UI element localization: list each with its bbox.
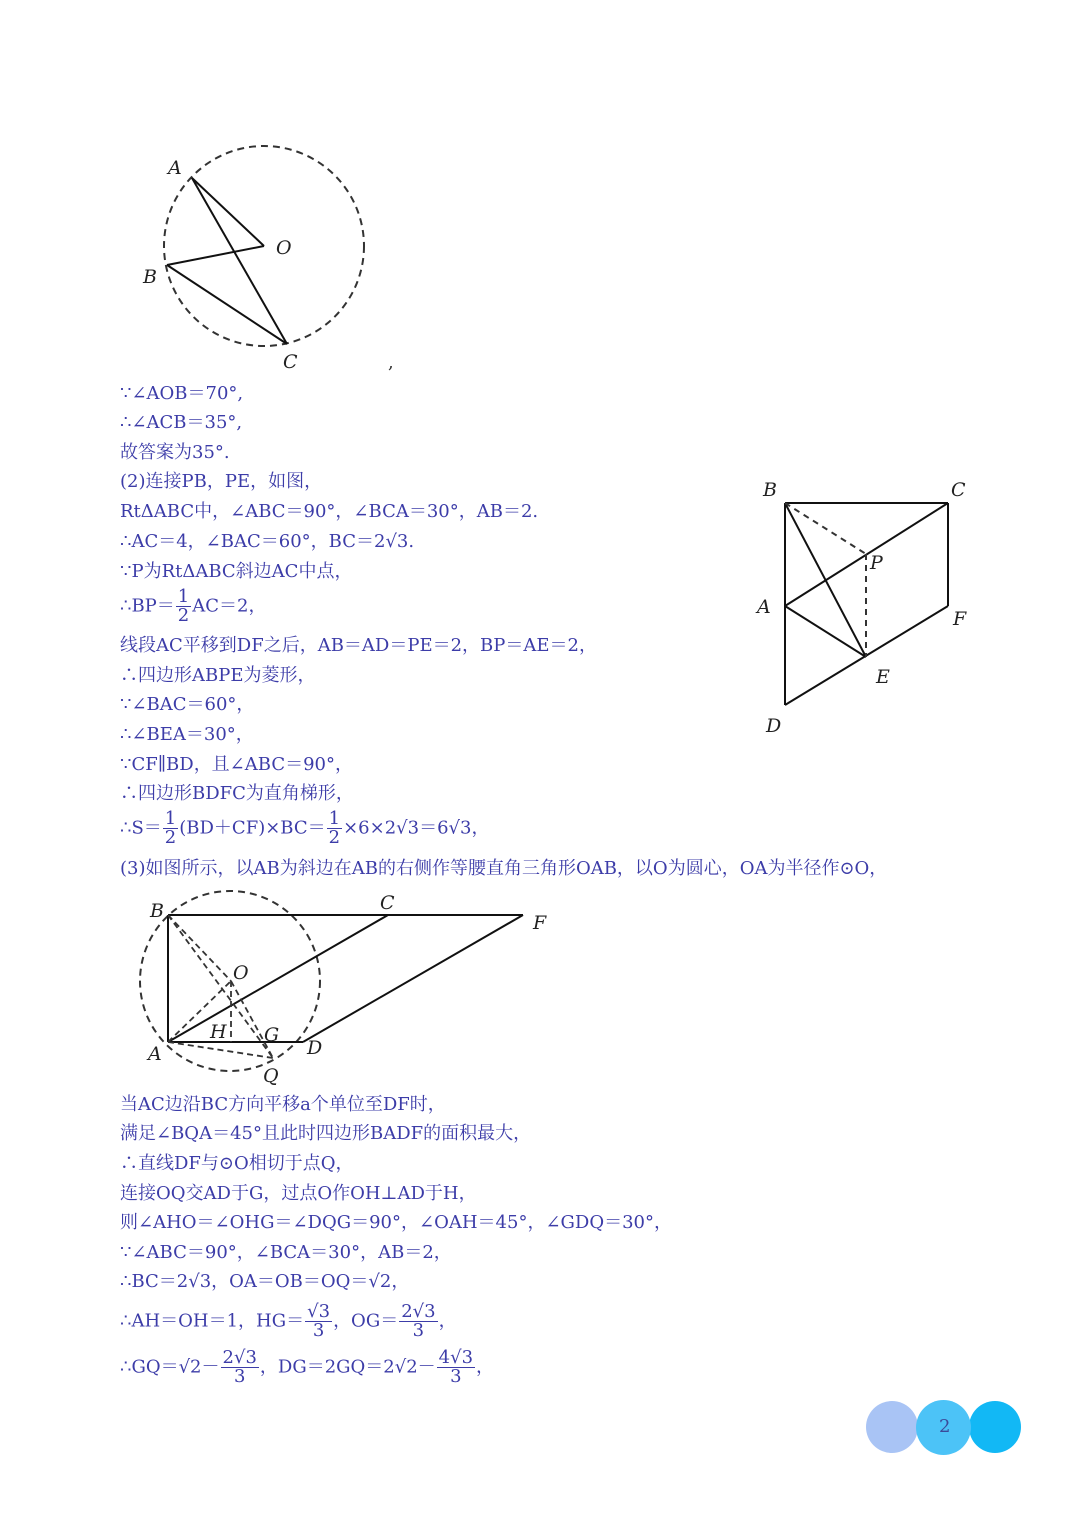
fraction [176,588,191,625]
segment-aq [168,1042,273,1058]
text-line-19: ∴直线DF与⊙O相切于点Q， [120,1153,354,1174]
stray-comma: , [388,352,394,373]
fraction-numerator: 1 [328,808,341,829]
fraction [163,810,178,847]
text-segment: ∴GQ＝√2－ [120,1356,220,1378]
fraction [327,810,342,847]
label-o: O [233,962,249,984]
fraction-denominator: 3 [412,1320,425,1341]
label-f: F [533,912,547,934]
fraction-numerator: √3 [307,1301,331,1322]
text-line-6: ∴AC＝4，∠BAC＝60°，BC＝2√3. [120,531,415,552]
text-line-25 [120,1349,494,1386]
text-line-7: ∵P为RtΔABC斜边AC中点， [120,561,353,582]
label-a: A [757,596,771,618]
page-dot-left [866,1401,918,1453]
text-line-14: ∴四边形BDFC为直角梯形， [120,783,354,804]
label-d: D [307,1037,323,1059]
text-segment: ∴BP＝ [120,595,175,617]
label-b: B [143,266,157,288]
text-line-1: ∵∠AOB＝70°, [120,383,244,404]
text-line-20: 连接OQ交AD于G，过点O作OH⊥AD于H， [120,1183,477,1204]
text-segment: ， [476,1356,495,1378]
figure-tangent-circle [130,885,580,1090]
text-line-5: RtΔABC中，∠ABC＝90°，∠BCA＝30°，AB＝2. [120,501,539,522]
text-line-9: 线段AC平移到DF之后，AB＝AD＝PE＝2，BP＝AE＝2， [120,635,597,656]
segment-ac [168,915,388,1042]
segment-ac [192,178,287,344]
text-line-17: 当AC边沿BC方向平移a个单位至DF时， [120,1094,446,1115]
label-b: B [150,900,164,922]
figure-trapezoid-bdfc [745,470,985,740]
text-line-21: 则∠AHO＝∠OHG＝∠DQG＝90°，∠OAH＝45°，∠GDQ＝30°， [120,1212,672,1233]
text-segment: AC＝2， [192,595,267,617]
text-line-3: 故答案为35°. [120,442,230,463]
page-number: 2 [939,1416,951,1437]
text-line-18: 满足∠BQA＝45°且此时四边形BADF的面积最大， [120,1123,532,1144]
text-segment: ×6×2√3＝6√3， [343,817,490,839]
fraction-numerator: 2√3 [222,1347,257,1368]
label-p: P [870,552,883,574]
fraction-denominator: 2 [328,827,341,848]
fraction-numerator: 1 [164,808,177,829]
label-o: O [276,237,292,259]
fraction-denominator: 3 [312,1320,325,1341]
label-c: C [951,479,966,501]
label-d: D [766,715,782,737]
text-segment: ，DG＝2GQ＝2√2－ [259,1356,436,1378]
fraction-denominator: 2 [177,605,190,626]
text-segment: ，OG＝ [333,1310,399,1332]
text-line-16: (3)如图所示，以AB为斜边在AB的右侧作等腰直角三角形OAB，以O为圆心，OA为半径作⊙O， [120,858,888,879]
segment-bo [168,915,231,981]
label-c: C [283,351,298,373]
text-line-12: ∴∠BEA＝30°， [120,724,254,745]
label-a: A [148,1043,162,1065]
fraction-denominator: 2 [164,827,177,848]
fraction-denominator: 3 [233,1366,246,1387]
text-segment: ∴AH＝OH＝1，HG＝ [120,1310,305,1332]
text-segment: ， [438,1310,457,1332]
text-line-10: ∴四边形ABPE为菱形， [120,665,316,686]
label-e: E [876,666,890,688]
label-h: H [210,1021,227,1043]
text-line-13: ∵CF∥BD，且∠ABC＝90°， [120,754,354,775]
label-q: Q [263,1065,279,1087]
label-f: F [953,608,967,630]
text-line-22: ∵∠ABC＝90°，∠BCA＝30°，AB＝2， [120,1242,452,1263]
text-line-4: (2)连接PB，PE，如图， [120,471,323,492]
label-a: A [168,157,182,179]
text-line-8 [120,588,266,625]
text-segment: ∴S＝ [120,817,162,839]
fraction-numerator: 2√3 [401,1301,436,1322]
text-line-11: ∵∠BAC＝60°， [120,694,255,715]
fraction-denominator: 3 [450,1366,462,1387]
fraction-numerator: 4√3 [438,1347,474,1368]
text-line-15 [120,810,489,847]
fraction-numerator: 1 [177,586,190,607]
text-line-23: ∴BC＝2√3，OA＝OB＝OQ＝√2， [120,1271,410,1292]
fraction [399,1303,437,1340]
segment-df [303,915,523,1042]
segment-bc [167,265,287,344]
segment-be [785,503,866,657]
figure-circle-aob [130,140,390,380]
label-b: B [763,479,777,501]
segment-ae [785,606,866,657]
fraction [305,1303,332,1340]
text-segment: (BD＋CF)×BC＝ [179,817,326,839]
page-dot-right [969,1401,1021,1453]
segment-ao [192,178,264,246]
fraction [437,1349,475,1386]
fraction [221,1349,259,1386]
segment-bo [167,246,264,265]
label-g: G [264,1024,280,1046]
segment-bp [785,503,866,554]
text-line-24 [120,1303,457,1340]
text-line-2: ∴∠ACB＝35°, [120,412,243,433]
label-c: C [380,892,395,914]
